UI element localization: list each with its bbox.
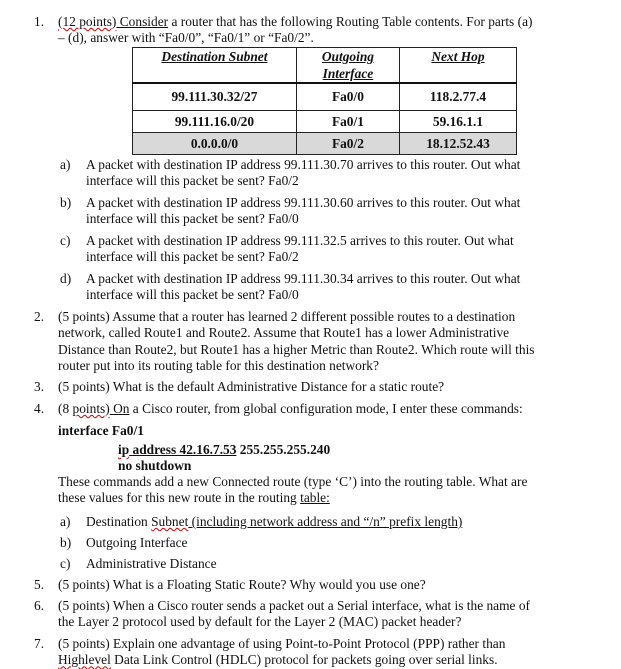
q1-intro [58, 14, 564, 47]
q2-number: 2. [34, 309, 45, 324]
header-destination-subnet: Destination Subnet [133, 48, 297, 84]
q7-text: (5 points) Explain one advantage of using Point-to-Point Protocol (PPP) rather than Highlevel Data Link Control (HDLC) protocol for packets going over serial links. [58, 636, 506, 668]
q5-text: (5 points) What is a Floating Static Route? Why would you use one? [58, 577, 426, 592]
q6-number: 6. [34, 598, 45, 613]
q6-text: (5 points) When a Cisco router sends a packet out a Serial interface, what is the name of the Layer 2 protocol used by default for the Layer 2 (MAC) packet header? [58, 598, 530, 630]
q4-cmd-ip-address: ip address 42.16.7.53 255.255.255.240 [118, 442, 331, 457]
q1b-label: b) [60, 195, 72, 210]
header-outgoing-interface: Outgoing Interface [296, 48, 399, 84]
q1-intro-rest: a router that has the following Routing Table contents. For parts (a) [168, 14, 533, 29]
row2-interface: Fa0/1 [296, 111, 399, 133]
q1c-text: A packet with destination IP address 99.111.32.5 arrives to this router. Out what interface will this packet be sent? Fa0/2 [86, 233, 514, 265]
q4-description: These commands add a new Connected route (type ‘C’) into the routing table. What are these values for this new route in the routing table: [58, 474, 528, 506]
q1-intro-line2: – (d), answer with “Fa0/0”, “Fa0/1” or “Fa0/2”. [58, 30, 314, 46]
row2-nexthop: 59.16.1.1 [399, 111, 516, 133]
q4c-label: c) [60, 556, 71, 571]
row3-interface: Fa0/2 [296, 133, 399, 155]
q4b-label: b) [60, 535, 72, 550]
q4a-text: Destination Subnet (including network address and “/n” prefix length) [86, 514, 463, 529]
row1-nexthop: 118.2.77.4 [399, 83, 516, 111]
row3-subnet: 0.0.0.0/0 [133, 133, 297, 155]
routing-table [132, 47, 517, 155]
table-row [133, 133, 517, 155]
row1-interface: Fa0/0 [296, 83, 399, 111]
table-row [133, 111, 517, 133]
q1a-label: a) [60, 157, 71, 172]
q4b-text: Outgoing Interface [86, 535, 188, 550]
q4-cmd-no-shutdown: no shutdown [118, 458, 192, 473]
row3-nexthop: 18.12.52.43 [399, 133, 516, 155]
row2-subnet: 99.111.16.0/20 [133, 111, 297, 133]
q1-consider: Consider [116, 14, 169, 29]
q4a-label: a) [60, 514, 71, 529]
row1-subnet: 99.111.30.32/27 [133, 83, 297, 111]
q5-number: 5. [34, 577, 45, 592]
header-next-hop: Next Hop [399, 48, 516, 84]
q3-number: 3. [34, 379, 45, 394]
q1c-label: c) [60, 233, 71, 248]
q1d-label: d) [60, 271, 72, 286]
q3-text: (5 points) What is the default Administrative Distance for a static route? [58, 379, 445, 394]
q1-number: 1. [34, 14, 45, 29]
table-row [133, 83, 517, 111]
q4-intro: (8 points) On a Cisco router, from global configuration mode, I enter these commands: [58, 401, 523, 416]
q4-cmd-interface: interface Fa0/1 [58, 423, 144, 438]
q1b-text: A packet with destination IP address 99.111.30.60 arrives to this router. Out what interface will this packet be sent? Fa0/0 [86, 195, 521, 227]
q1a-text: A packet with destination IP address 99.111.30.70 arrives to this router. Out what interface will this packet be sent? Fa0/2 [86, 157, 521, 189]
q1-points: (12 points) [58, 14, 117, 29]
q4-number: 4. [34, 401, 45, 416]
q1d-text: A packet with destination IP address 99.111.30.34 arrives to this router. Out what interface will this packet be sent? Fa0/0 [86, 271, 521, 303]
q2-text: (5 points) Assume that a router has learned 2 different possible routes to a destination network, called Route1 and Route2. Assume that Route1 has a lower Administrative Distance than Route2, but Route1 has a higher Metric than Route2. Which route will this router put into its routing table for this destination network? [58, 309, 535, 374]
q7-number: 7. [34, 636, 45, 651]
q4c-text: Administrative Distance [86, 556, 217, 571]
